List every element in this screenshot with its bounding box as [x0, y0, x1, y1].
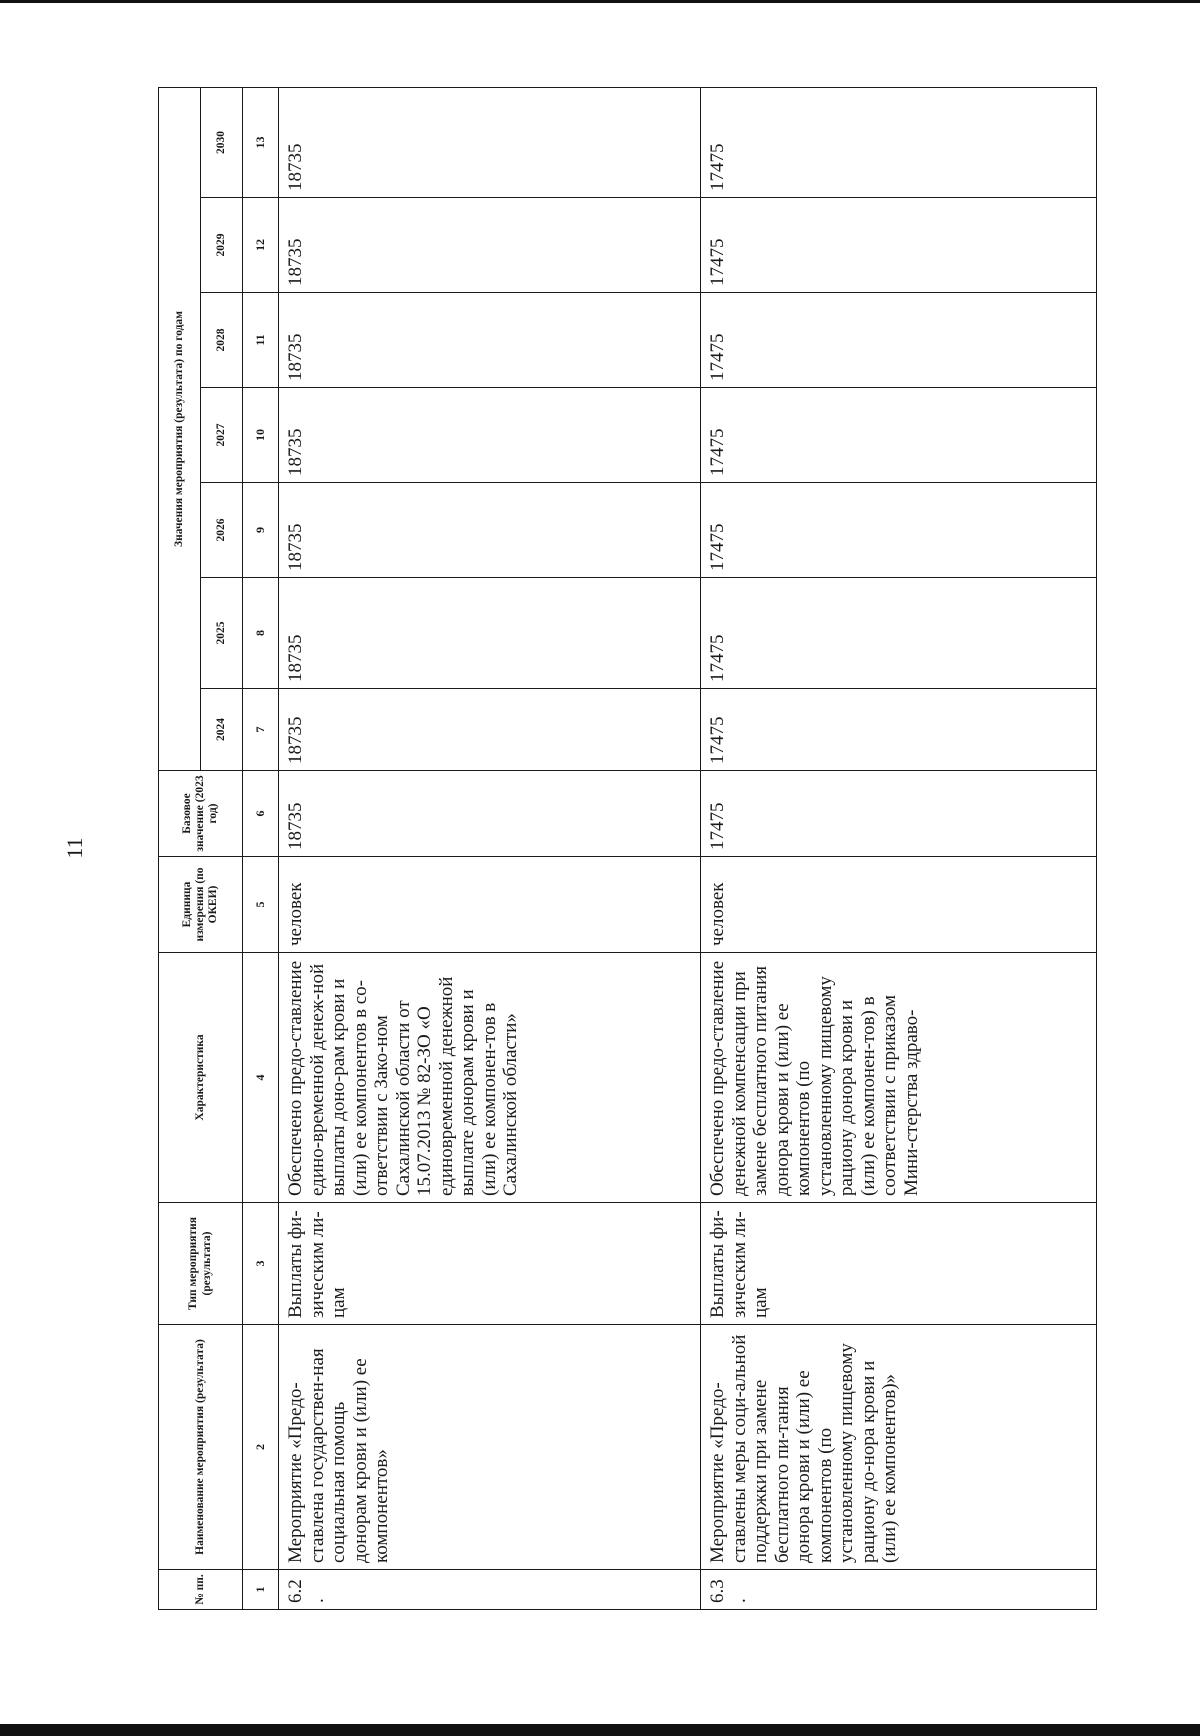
row-value-2026: 18735 [279, 483, 701, 578]
measures-table [158, 87, 1097, 1610]
row-value-2028: 17475 [701, 293, 1097, 388]
column-number: 4 [243, 953, 279, 1203]
column-number: 10 [243, 388, 279, 483]
header-year-2026: 2026 [201, 483, 243, 578]
scan-top-edge [0, 0, 1200, 3]
column-number: 8 [243, 578, 279, 689]
column-number: 1 [243, 1570, 279, 1610]
header-year-2025: 2025 [201, 578, 243, 689]
row-value-2030: 17475 [701, 87, 1097, 197]
row-name: Мероприятие «Предо-ставлена государствен-ная социальная помощь донорам крови и (или) ее компонентов» [279, 1325, 701, 1570]
header-type: Тип мероприятия (результата) [159, 1203, 243, 1325]
row-unit: человек [701, 857, 1097, 953]
header-num: № пп. [159, 1570, 243, 1610]
column-number: 12 [243, 198, 279, 293]
scan-bottom-edge [0, 1724, 1200, 1736]
row-value-2030: 18735 [279, 87, 701, 197]
row-type: Выплаты фи-зическим ли-цам [279, 1203, 701, 1325]
row-type: Выплаты фи-зическим ли-цам [701, 1203, 1097, 1325]
row-value-2029: 17475 [701, 198, 1097, 293]
column-number: 11 [243, 293, 279, 388]
header-row-top [159, 87, 201, 1609]
row-value-2025: 17475 [701, 578, 1097, 689]
column-number: 6 [243, 771, 279, 857]
column-number: 9 [243, 483, 279, 578]
column-number-row [243, 87, 279, 1609]
header-base: Базовое значение (2023 год) [159, 771, 243, 857]
row-num: 6.2. [279, 1570, 701, 1610]
row-name: Мероприятие «Предо-ставлены меры соци-альной поддержки при замене бесплатного пи-тания донора крови и (или) ее компонентов (по установленному пищевому рациону до-нора крови и (или) ее компонентов)» [701, 1325, 1097, 1570]
header-characteristic: Характеристика [159, 953, 243, 1203]
row-base-value: 18735 [279, 771, 701, 857]
column-number: 5 [243, 857, 279, 953]
row-value-2029: 18735 [279, 198, 701, 293]
row-base-value: 17475 [701, 771, 1097, 857]
row-value-2024: 18735 [279, 689, 701, 771]
row-unit: человек [279, 857, 701, 953]
rotated-table-wrapper [158, 88, 1096, 1610]
row-num: 6.3. [701, 1570, 1097, 1610]
column-number: 3 [243, 1203, 279, 1325]
header-year-2028: 2028 [201, 293, 243, 388]
table-row [279, 87, 701, 1609]
header-year-2024: 2024 [201, 689, 243, 771]
header-year-2027: 2027 [201, 388, 243, 483]
row-value-2026: 17475 [701, 483, 1097, 578]
row-value-2027: 17475 [701, 388, 1097, 483]
column-number: 2 [243, 1325, 279, 1570]
column-number: 13 [243, 87, 279, 197]
header-values-group: Значения мероприятия (результата) по годам [159, 87, 201, 770]
row-characteristic: Обеспечено предо-ставление денежной компенсации при замене бесплатного питания донора крови и (или) ее компонентов (по установленному пищевому рациону донора крови и (или) ее компонен-тов) в соответствии с приказом Мини-стерства здраво- [701, 953, 1097, 1203]
row-value-2028: 18735 [279, 293, 701, 388]
row-value-2025: 18735 [279, 578, 701, 689]
table-row [701, 87, 1097, 1609]
header-unit: Единица измерения (по ОКЕИ) [159, 857, 243, 953]
header-year-2030: 2030 [201, 87, 243, 197]
column-number: 7 [243, 689, 279, 771]
row-characteristic: Обеспечено предо-ставление едино-временной денеж-ной выплаты доно-рам крови и (или) ее компонентов в со-ответствии с Зако-ном Сахалинской области от 15.07.2013 № 82-ЗО «О единовременной денежной выплате донорам крови и (или) ее компонен-тов в Сахалинской области» [279, 953, 701, 1203]
row-value-2027: 18735 [279, 388, 701, 483]
row-value-2024: 17475 [701, 689, 1097, 771]
header-name: Наименование мероприятия (результата) [159, 1325, 243, 1570]
page-number: 11 [62, 837, 87, 859]
header-year-2029: 2029 [201, 198, 243, 293]
